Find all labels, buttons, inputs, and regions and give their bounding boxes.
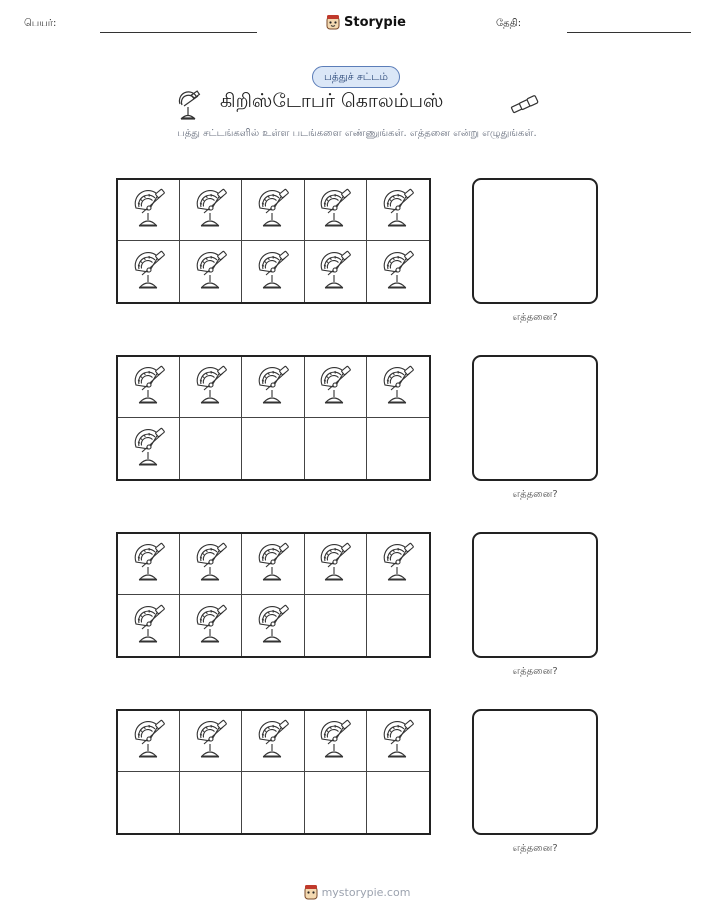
footer bbox=[0, 884, 714, 900]
frame-cell bbox=[180, 241, 242, 302]
title-row bbox=[0, 88, 714, 124]
date-line[interactable] bbox=[567, 32, 691, 33]
date-label: தேதி: bbox=[496, 18, 522, 29]
astrolabe-icon bbox=[255, 717, 291, 765]
astrolabe-icon bbox=[317, 540, 353, 588]
astrolabe-icon bbox=[193, 602, 229, 650]
frame-cell bbox=[305, 180, 367, 241]
frame-cell bbox=[118, 711, 180, 772]
count-question-4: எத்தனை? bbox=[512, 843, 558, 854]
frame-cell bbox=[367, 180, 429, 241]
frame-cell bbox=[242, 180, 304, 241]
name-label: பெயர்: bbox=[24, 18, 57, 29]
answer-box-2[interactable] bbox=[472, 355, 598, 481]
frame-cell bbox=[242, 595, 304, 656]
frame-cell bbox=[242, 534, 304, 595]
astrolabe-icon bbox=[255, 248, 291, 296]
instructions: பத்து சட்டங்களில் உள்ள படங்களை எண்ணுங்கள். எத்தனை என்று எழுதுங்கள். bbox=[177, 128, 537, 139]
answer-box-3[interactable] bbox=[472, 532, 598, 658]
frame-cell bbox=[305, 241, 367, 302]
answer-box-1[interactable] bbox=[472, 178, 598, 304]
astrolabe-icon bbox=[131, 186, 167, 234]
frame-cell bbox=[367, 595, 429, 656]
frame-cell bbox=[305, 711, 367, 772]
frame-cell bbox=[367, 357, 429, 418]
astrolabe-icon bbox=[193, 363, 229, 411]
astrolabe-icon bbox=[255, 186, 291, 234]
astrolabe-icon bbox=[176, 88, 202, 122]
telescope-icon bbox=[510, 94, 540, 116]
frame-cell bbox=[242, 772, 304, 833]
frame-cell bbox=[305, 772, 367, 833]
astrolabe-icon bbox=[255, 602, 291, 650]
frame-cell bbox=[305, 595, 367, 656]
page-title: கிறிஸ்டோபர் கொலம்பஸ் bbox=[220, 90, 444, 112]
frame-cell bbox=[242, 241, 304, 302]
count-question-2: எத்தனை? bbox=[512, 489, 558, 500]
answer-box-4[interactable] bbox=[472, 709, 598, 835]
frame-cell bbox=[118, 357, 180, 418]
frame-cell bbox=[118, 534, 180, 595]
frame-cell bbox=[367, 418, 429, 479]
frame-cell bbox=[367, 241, 429, 302]
astrolabe-icon bbox=[380, 363, 416, 411]
astrolabe-icon bbox=[131, 363, 167, 411]
brand-logo bbox=[326, 14, 406, 30]
ten-frame-2 bbox=[116, 355, 431, 481]
astrolabe-icon bbox=[131, 540, 167, 588]
frame-cell bbox=[305, 534, 367, 595]
frame-cell bbox=[118, 772, 180, 833]
ten-frame-3 bbox=[116, 532, 431, 658]
brand-name: Storypie bbox=[344, 14, 406, 30]
frame-cell bbox=[180, 357, 242, 418]
name-line[interactable] bbox=[100, 32, 257, 33]
ten-frame-4 bbox=[116, 709, 431, 835]
astrolabe-icon bbox=[131, 248, 167, 296]
astrolabe-icon bbox=[255, 540, 291, 588]
frame-cell bbox=[367, 772, 429, 833]
astrolabe-icon bbox=[131, 425, 167, 473]
frame-cell bbox=[118, 595, 180, 656]
frame-cell bbox=[118, 180, 180, 241]
frame-cell bbox=[242, 357, 304, 418]
frame-cell bbox=[367, 534, 429, 595]
astrolabe-icon bbox=[317, 248, 353, 296]
worksheet-type-badge: பத்துச் சட்டம் bbox=[312, 66, 400, 88]
astrolabe-icon bbox=[131, 602, 167, 650]
ten-frame-1 bbox=[116, 178, 431, 304]
astrolabe-icon bbox=[317, 717, 353, 765]
astrolabe-icon bbox=[317, 186, 353, 234]
frame-cell bbox=[367, 711, 429, 772]
frame-cell bbox=[118, 241, 180, 302]
astrolabe-icon bbox=[380, 186, 416, 234]
astrolabe-icon bbox=[193, 248, 229, 296]
astrolabe-icon bbox=[380, 717, 416, 765]
frame-cell bbox=[180, 534, 242, 595]
frame-cell bbox=[242, 418, 304, 479]
astrolabe-icon bbox=[255, 363, 291, 411]
count-question-3: எத்தனை? bbox=[512, 666, 558, 677]
astrolabe-icon bbox=[193, 717, 229, 765]
storypie-mascot-icon bbox=[326, 14, 340, 30]
frame-cell bbox=[180, 180, 242, 241]
astrolabe-icon bbox=[193, 540, 229, 588]
frame-cell bbox=[180, 711, 242, 772]
frame-cell bbox=[180, 595, 242, 656]
storypie-mascot-icon bbox=[304, 884, 318, 900]
footer-url[interactable]: mystorypie.com bbox=[321, 885, 411, 899]
frame-cell bbox=[118, 418, 180, 479]
frame-cell bbox=[180, 418, 242, 479]
frame-cell bbox=[242, 711, 304, 772]
frame-cell bbox=[305, 357, 367, 418]
astrolabe-icon bbox=[317, 363, 353, 411]
astrolabe-icon bbox=[380, 540, 416, 588]
astrolabe-icon bbox=[380, 248, 416, 296]
astrolabe-icon bbox=[193, 186, 229, 234]
frame-cell bbox=[305, 418, 367, 479]
astrolabe-icon bbox=[131, 717, 167, 765]
count-question-1: எத்தனை? bbox=[512, 312, 558, 323]
frame-cell bbox=[180, 772, 242, 833]
